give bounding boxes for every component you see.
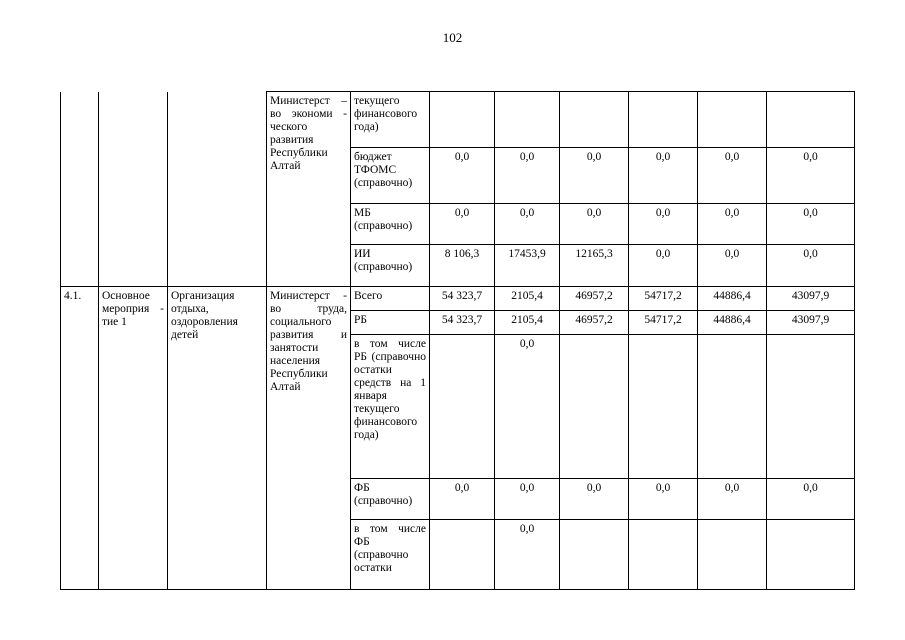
- value-cell: [698, 520, 767, 590]
- value-cell: 46957,2: [560, 311, 629, 335]
- value-cell: 0,0: [698, 245, 767, 287]
- source-cell: РБ: [351, 311, 430, 335]
- name-cell: [168, 92, 267, 287]
- executor-cell: Министерст –во экономи - ческого развития Республики Алтай: [267, 92, 351, 287]
- value-cell: 0,0: [767, 204, 855, 245]
- value-cell: [430, 520, 495, 590]
- value-cell: 0,0: [495, 148, 560, 204]
- value-cell: [698, 335, 767, 479]
- value-cell: 43097,9: [767, 311, 855, 335]
- table-row: [61, 92, 855, 148]
- value-cell: [430, 92, 495, 148]
- value-cell: [629, 520, 698, 590]
- value-cell: 54 323,7: [430, 311, 495, 335]
- value-cell: 0,0: [698, 479, 767, 520]
- value-cell: 8 106,3: [430, 245, 495, 287]
- value-cell: 0,0: [629, 148, 698, 204]
- value-cell: [430, 335, 495, 479]
- value-cell: 12165,3: [560, 245, 629, 287]
- executor-cell: Министерст - во труда, социального развития и занятости населения Республики Алтай: [267, 287, 351, 590]
- source-cell: МБ (справочно): [351, 204, 430, 245]
- value-cell: 0,0: [767, 148, 855, 204]
- value-cell: 0,0: [430, 204, 495, 245]
- value-cell: 0,0: [495, 335, 560, 479]
- number-cell: 4.1.: [61, 287, 99, 590]
- source-cell: в том числе ФБ (справочно остатки: [351, 520, 430, 590]
- value-cell: 46957,2: [560, 287, 629, 311]
- value-cell: [495, 92, 560, 148]
- value-cell: 0,0: [698, 148, 767, 204]
- source-cell: ИИ (справочно): [351, 245, 430, 287]
- value-cell: [767, 92, 855, 148]
- value-cell: 0,0: [767, 479, 855, 520]
- value-cell: 17453,9: [495, 245, 560, 287]
- source-cell: бюджет ТФОМС (справочно): [351, 148, 430, 204]
- value-cell: [560, 92, 629, 148]
- value-cell: [767, 520, 855, 590]
- source-cell: в том числе РБ (справочно остатки средств на 1 января текущего финансового года): [351, 335, 430, 479]
- value-cell: [560, 520, 629, 590]
- value-cell: 0,0: [560, 479, 629, 520]
- value-cell: [698, 92, 767, 148]
- value-cell: [629, 335, 698, 479]
- value-cell: 0,0: [430, 479, 495, 520]
- event-cell: Основное мероприя - тие 1: [99, 287, 168, 590]
- event-cell: [99, 92, 168, 287]
- number-cell: [61, 92, 99, 287]
- table-row: [61, 287, 855, 311]
- value-cell: 54 323,7: [430, 287, 495, 311]
- source-cell: ФБ (справочно): [351, 479, 430, 520]
- value-cell: 43097,9: [767, 287, 855, 311]
- value-cell: 0,0: [430, 148, 495, 204]
- value-cell: [767, 335, 855, 479]
- value-cell: 54717,2: [629, 287, 698, 311]
- value-cell: 0,0: [629, 245, 698, 287]
- value-cell: [560, 335, 629, 479]
- value-cell: 0,0: [560, 148, 629, 204]
- value-cell: 0,0: [767, 245, 855, 287]
- budget-table: [60, 91, 855, 590]
- value-cell: 0,0: [495, 204, 560, 245]
- value-cell: 0,0: [698, 204, 767, 245]
- value-cell: 0,0: [629, 204, 698, 245]
- source-cell: текущего финансового года): [351, 92, 430, 148]
- value-cell: 0,0: [495, 479, 560, 520]
- source-cell: Всего: [351, 287, 430, 311]
- value-cell: 44886,4: [698, 287, 767, 311]
- value-cell: 0,0: [629, 479, 698, 520]
- value-cell: 2105,4: [495, 287, 560, 311]
- value-cell: 0,0: [560, 204, 629, 245]
- name-cell: Организация отдыха, оздоровления детей: [168, 287, 267, 590]
- value-cell: 44886,4: [698, 311, 767, 335]
- value-cell: 0,0: [495, 520, 560, 590]
- value-cell: 2105,4: [495, 311, 560, 335]
- value-cell: 54717,2: [629, 311, 698, 335]
- value-cell: [629, 92, 698, 148]
- page-number: 102: [442, 30, 463, 45]
